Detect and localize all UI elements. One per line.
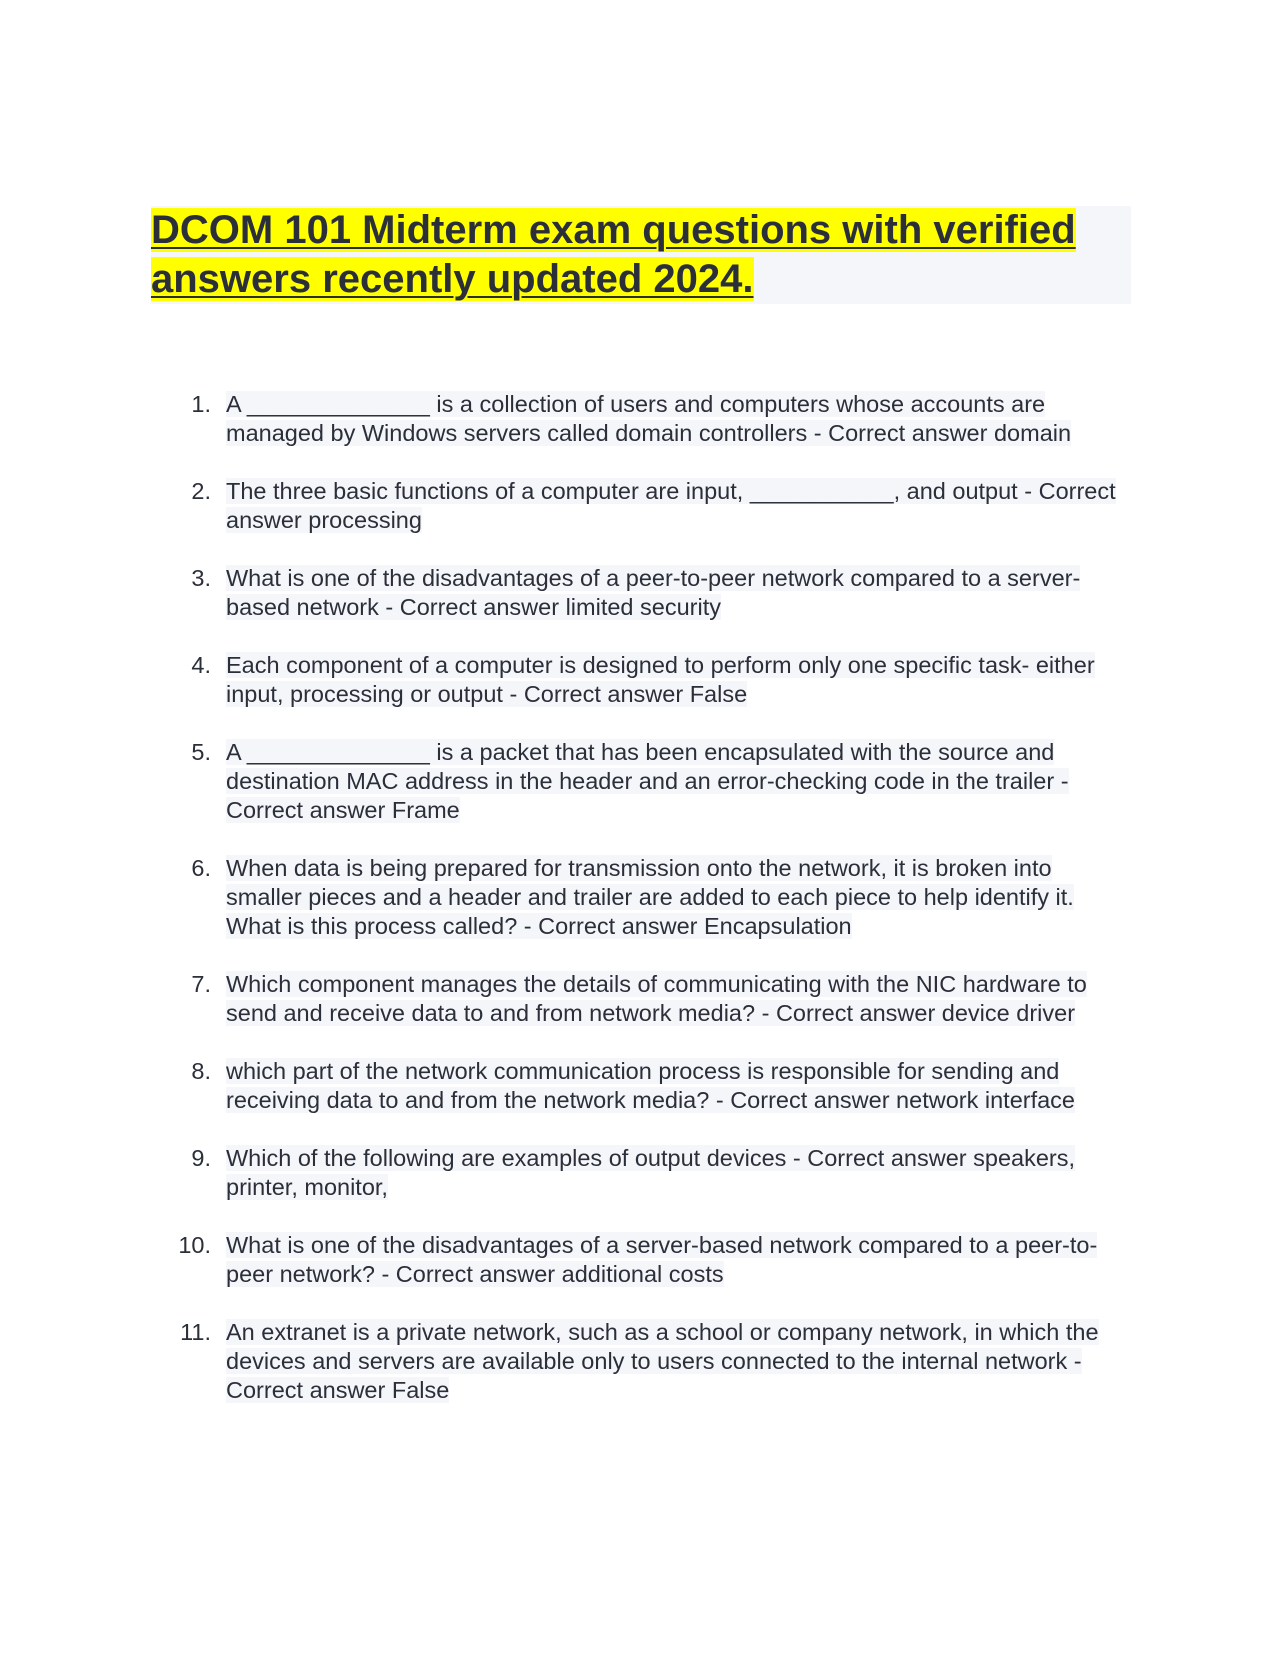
question-number: 5. bbox=[191, 739, 211, 765]
question-item bbox=[151, 1318, 1131, 1405]
document-title bbox=[151, 206, 1131, 304]
question-number: 9. bbox=[191, 1145, 211, 1171]
question-number: 11. bbox=[180, 1319, 211, 1345]
question-number: 2. bbox=[191, 478, 211, 504]
question-number: 1. bbox=[191, 391, 211, 417]
question-item bbox=[151, 854, 1131, 941]
question-text: What is one of the disadvantages of a peer-to-peer network compared to a server-based network - Correct answer limited security bbox=[226, 565, 1081, 620]
question-number: 4. bbox=[191, 652, 211, 678]
question-item bbox=[151, 390, 1131, 448]
question-text: Which component manages the details of communicating with the NIC hardware to send and receive data to and from network media? - Correct answer device driver bbox=[226, 971, 1087, 1026]
question-text: Each component of a computer is designed to perform only one specific task- either input, processing or output - Correct answer False bbox=[226, 652, 1095, 707]
question-number: 8. bbox=[191, 1058, 211, 1084]
question-text: An extranet is a private network, such as a school or company network, in which the devices and servers are available only to users connected to the internal network - Correct answer False bbox=[226, 1319, 1099, 1403]
question-item bbox=[151, 1144, 1131, 1202]
question-number: 10. bbox=[178, 1232, 211, 1258]
question-item bbox=[151, 970, 1131, 1028]
question-text: The three basic functions of a computer are input, ___________, and output - Correct answer processing bbox=[226, 478, 1116, 533]
question-number: 6. bbox=[191, 855, 211, 881]
document-title-text: DCOM 101 Midterm exam questions with verified answers recently updated 2024. bbox=[151, 208, 1076, 301]
question-text: When data is being prepared for transmission onto the network, it is broken into smaller pieces and a header and trailer are added to each piece to help identify it. What is this process called? - Correct answer Encapsulation bbox=[226, 855, 1074, 939]
question-item bbox=[151, 651, 1131, 709]
question-number: 7. bbox=[191, 971, 211, 997]
question-item bbox=[151, 1057, 1131, 1115]
question-text: Which of the following are examples of output devices - Correct answer speakers, printer, monitor, bbox=[226, 1145, 1076, 1200]
question-text: which part of the network communication process is responsible for sending and receiving data to and from the network media? - Correct answer network interface bbox=[226, 1058, 1076, 1113]
question-item bbox=[151, 564, 1131, 622]
question-text: A ______________ is a collection of users and computers whose accounts are managed by Windows servers called domain controllers - Correct answer domain bbox=[226, 391, 1072, 446]
question-text: A ______________ is a packet that has been encapsulated with the source and destination MAC address in the header and an error-checking code in the trailer - Correct answer Frame bbox=[226, 739, 1069, 823]
title-block bbox=[151, 206, 1131, 304]
question-item bbox=[151, 738, 1131, 825]
question-item bbox=[151, 1231, 1131, 1289]
question-number: 3. bbox=[191, 565, 211, 591]
question-list bbox=[151, 390, 1131, 1434]
question-item bbox=[151, 477, 1131, 535]
question-text: What is one of the disadvantages of a server-based network compared to a peer-to-peer network? - Correct answer additional costs bbox=[226, 1232, 1098, 1287]
